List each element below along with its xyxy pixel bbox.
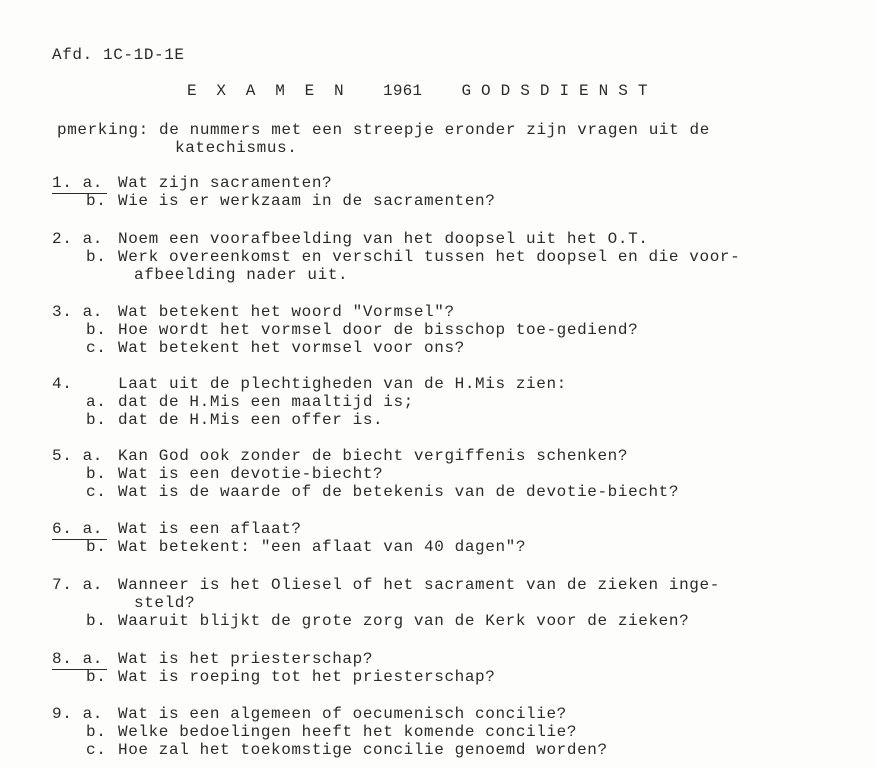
question-3-number: 3. a. — [52, 303, 104, 321]
question-5-number: 5. a. — [52, 447, 104, 465]
question-8b-marker: b. — [86, 668, 107, 686]
question-8a-text: Wat is het priesterschap? — [118, 650, 374, 668]
afdeling-label: Afd. 1C-1D-1E — [52, 46, 185, 64]
question-7b-marker: b. — [86, 612, 107, 630]
question-5c-text: Wat is de waarde of de betekenis van de devotie-biecht? — [118, 483, 680, 501]
question-4-intro-text: Laat uit de plechtigheden van de H.Mis zien: — [118, 375, 567, 393]
question-4a-marker: a. — [86, 393, 107, 411]
question-1-number: 1. a. — [52, 174, 104, 192]
question-6b-text: Wat betekent: "een aflaat van 40 dagen"? — [118, 538, 527, 556]
question-2a-text: Noem een voorafbeelding van het doopsel uit het O.T. — [118, 230, 649, 248]
question-9c-marker: c. — [86, 741, 107, 759]
question-8-number: 8. a. — [52, 650, 104, 668]
question-5b-marker: b. — [86, 465, 107, 483]
question-4-number: 4. — [52, 375, 73, 393]
question-6b-marker: b. — [86, 538, 107, 556]
question-1a-text: Wat zijn sacramenten? — [118, 174, 333, 192]
question-1b-marker: b. — [86, 192, 107, 210]
question-7-number: 7. a. — [52, 576, 104, 594]
opmerking-line-1: pmerking: de nummers met een streepje eronder zijn vragen uit de — [57, 121, 710, 139]
question-9c-text: Hoe zal het toekomstige concilie genoemd worden? — [118, 741, 608, 759]
question-3b-marker: b. — [86, 321, 107, 339]
question-3a-text: Wat betekent het woord "Vormsel"? — [118, 303, 455, 321]
question-2b-text: Werk overeenkomst en verschil tussen het doopsel en die voor- — [118, 248, 741, 266]
question-4b-text: dat de H.Mis een offer is. — [118, 411, 384, 429]
question-2b-marker: b. — [86, 248, 107, 266]
question-7b-text: Waaruit blijkt de grote zorg van de Kerk voor de zieken? — [118, 612, 690, 630]
question-7a-text-cont: steld? — [134, 594, 196, 612]
question-7a-text: Wanneer is het Oliesel of het sacrament van de zieken inge- — [118, 576, 720, 594]
exam-title: E X A M E N 1961 G O D S D I E N S T — [187, 82, 648, 100]
question-3c-marker: c. — [86, 339, 107, 357]
question-4b-marker: b. — [86, 411, 107, 429]
question-2-number: 2. a. — [52, 230, 104, 248]
question-5a-text: Kan God ook zonder de biecht vergiffenis schenken? — [118, 447, 629, 465]
question-1b-text: Wie is er werkzaam in de sacramenten? — [118, 192, 496, 210]
question-6a-text: Wat is een aflaat? — [118, 520, 302, 538]
question-9-number: 9. a. — [52, 705, 104, 723]
question-9b-text: Welke bedoelingen heeft het komende concilie? — [118, 723, 578, 741]
question-3c-text: Wat betekent het vormsel voor ons? — [118, 339, 465, 357]
question-5b-text: Wat is een devotie-biecht? — [118, 465, 384, 483]
question-5c-marker: c. — [86, 483, 107, 501]
question-2b-text-cont: afbeelding nader uit. — [134, 266, 349, 284]
question-9a-text: Wat is een algemeen of oecumenisch concilie? — [118, 705, 567, 723]
question-9b-marker: b. — [86, 723, 107, 741]
opmerking-line-2: katechismus. — [175, 139, 298, 157]
question-8b-text: Wat is roeping tot het priesterschap? — [118, 668, 496, 686]
question-6-number: 6. a. — [52, 520, 104, 538]
question-4a-text: dat de H.Mis een maaltijd is; — [118, 393, 414, 411]
question-3b-text: Hoe wordt het vormsel door de bisschop toe-gediend? — [118, 321, 639, 339]
